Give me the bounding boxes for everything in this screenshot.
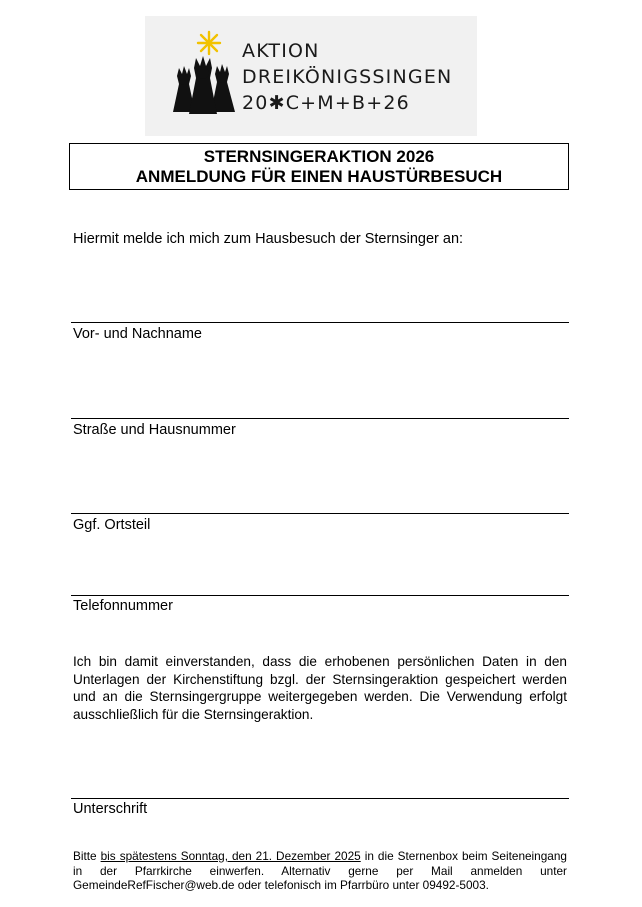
signature-field-line[interactable] (71, 798, 569, 799)
signature-field-label: Unterschrift (73, 801, 148, 817)
phone-field-line[interactable] (71, 595, 569, 596)
intro-text: Hiermit melde ich mich zum Hausbesuch der Sternsinger an: (73, 231, 464, 247)
name-field-line[interactable] (71, 322, 569, 323)
name-field-label: Vor- und Nachname (73, 326, 202, 342)
three-kings-icon (165, 28, 243, 118)
consent-text: Ich bin damit einverstanden, dass die erhobenen persönlichen Daten in den Unterlagen der Kirchenstiftung bzgl. der Sternsingeraktion gespeichert werden und an die Sternsingergruppe weitergegeben werden. Die Verwendung erfolgt ausschließlich für die Sternsingeraktion. (73, 654, 567, 722)
title-line-1: STERNSINGERAKTION 2026 (203, 147, 435, 166)
district-field-line[interactable] (71, 513, 569, 514)
logo-line-3: 20✱C+M+B+26 (242, 92, 410, 114)
phone-field-label: Telefonnummer (73, 598, 173, 614)
logo-text (242, 38, 452, 116)
logo-line-2: DREIKÖNIGSSINGEN (242, 66, 453, 88)
footnote-deadline: bis spätestens Sonntag, den 21. Dezember 2025 (100, 849, 361, 863)
logo-line-1: AKTION (242, 40, 320, 62)
star-icon (198, 32, 220, 54)
footnote-after: in die Sternenbox beim Seiteneingang in der Pfarrkirche einwerfen. Alternativ gerne per Mail anmelden unter GemeindeRefFischer@web.de oder telefonisch im Pfarrbüro unter 09492-5003. (73, 849, 567, 892)
footnote (73, 849, 567, 893)
street-field-line[interactable] (71, 418, 569, 419)
logo (145, 16, 477, 136)
page-title (69, 143, 569, 190)
district-field-label: Ggf. Ortsteil (73, 517, 151, 533)
footnote-before: Bitte (73, 849, 101, 863)
street-field-label: Straße und Hausnummer (73, 422, 236, 438)
title-line-2: ANMELDUNG FÜR EINEN HAUSTÜRBESUCH (135, 167, 503, 186)
